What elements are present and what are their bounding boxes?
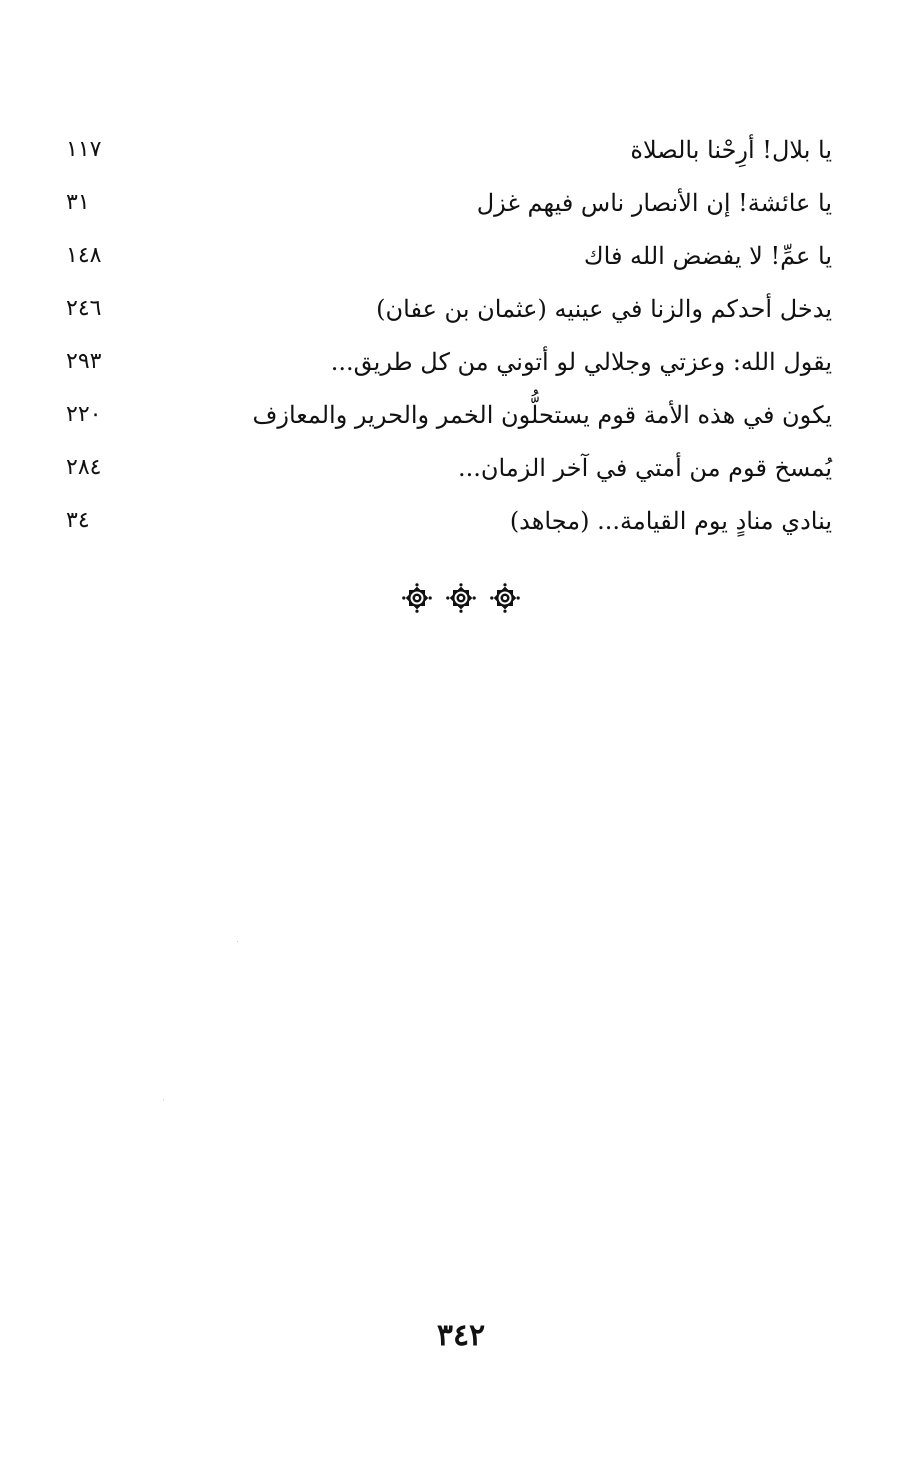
index-row — [60, 234, 832, 287]
hadith-text: يُمسخ قوم من أمتي في آخر الزمان... — [458, 454, 832, 482]
eight-point-rosette-icon — [402, 583, 432, 613]
hadith-index-list — [60, 128, 832, 552]
index-row — [60, 287, 832, 340]
hadith-text: يا عائشة! إن الأنصار ناس فيهم غزل — [476, 189, 832, 217]
hadith-text: يكون في هذه الأمة قوم يستحلُّون الخمر والحرير والمعازف — [252, 401, 832, 429]
page-reference: ٢٤٦ — [66, 296, 102, 321]
hadith-text: يقول الله: وعزتي وجلالي لو أتوني من كل طريق... — [330, 348, 832, 376]
page-number: ٣٤٢ — [436, 1318, 486, 1353]
hadith-text: ينادي منادٍ يوم القيامة... (مجاهد) — [509, 507, 832, 535]
page-reference: ٣١ — [66, 190, 90, 215]
page-reference: ٢٩٣ — [66, 349, 102, 374]
page-reference: ٢٨٤ — [66, 455, 102, 480]
page-reference: ٢٢٠ — [66, 402, 102, 427]
index-row — [60, 340, 832, 393]
hadith-text: يا بلال! أرِحْنا بالصلاة — [630, 136, 832, 164]
index-row — [60, 499, 832, 552]
scan-speck — [163, 1099, 164, 1100]
hadith-text: يدخل أحدكم والزنا في عينيه (عثمان بن عفان) — [376, 295, 832, 323]
eight-point-rosette-icon — [446, 583, 476, 613]
index-row — [60, 128, 832, 181]
eight-point-rosette-icon — [490, 583, 520, 613]
page-reference: ٣٤ — [66, 508, 90, 533]
scan-speck — [237, 941, 238, 942]
section-end-ornaments — [0, 583, 922, 613]
index-row — [60, 446, 832, 499]
index-row — [60, 393, 832, 446]
page-reference: ١٤٨ — [66, 243, 102, 268]
index-row — [60, 181, 832, 234]
page-reference: ١١٧ — [66, 137, 102, 162]
hadith-text: يا عمِّ! لا يفضض الله فاك — [583, 242, 832, 270]
